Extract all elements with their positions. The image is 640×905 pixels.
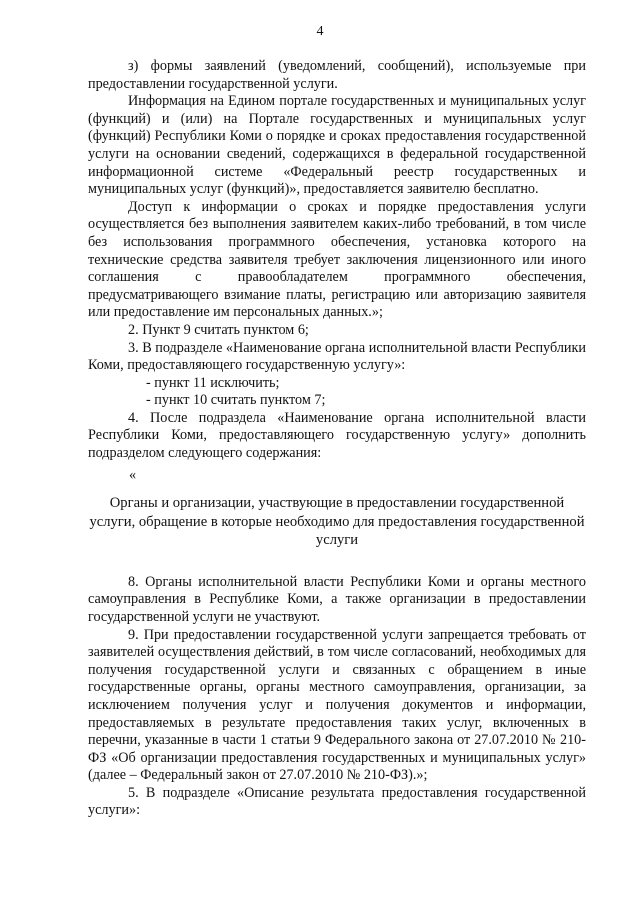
paragraph: 2. Пункт 9 считать пунктом 6; [128, 321, 309, 338]
paragraph: 4. После подраздела «Наименование органа исполнительной власти Республики Коми, предоставляющего государственную услугу» дополнить подразделом следующего содержания: [88, 409, 586, 462]
list-item: - пункт 10 считать пунктом 7; [146, 392, 326, 409]
paragraph: 5. В подразделе «Описание результата предоставления государственной услуги»: [88, 784, 586, 819]
paragraph: 9. При предоставлении государственной услуги запрещается требовать от заявителей осуществления действий, в том числе согласований, необходимых для получения государственной услуги и связанных с обращением в иные государственные органы, органы местного самоуправления, организации, за исключением получения услуг и получения документов и информации, предоставляемых в результате предоставления таких услуг, включенных в перечни, указанные в части 1 статьи 9 Федерального закона от 27.07.2010 № 210-ФЗ «Об организации предоставления государственных и муниципальных услуг» (далее – Федеральный закон от 27.07.2010 № 210-ФЗ).»; [88, 626, 586, 784]
document-body [88, 58, 586, 820]
page-number: 4 [316, 24, 324, 39]
paragraph: з) формы заявлений (уведомлений, сообщений), используемые при предоставлении государственной услуги. [88, 58, 586, 92]
paragraph: Информация на Едином портале государственных и муниципальных услуг (функций) и (или) на Портале государственных и муниципальных услуг (функций) Республики Коми о порядке и сроках предоставления государственной услуги на основании сведений, содержащихся в федеральной государственной информационной системе «Федеральный реестр государственных и муниципальных услуг (функций)», предоставляется заявителю бесплатно. [88, 93, 586, 198]
list-item: - пункт 11 исключить; [146, 374, 280, 391]
paragraph: Доступ к информации о сроках и порядке предоставления услуги осуществляется без выполнения заявителем каких-либо требований, в том числе без использования программного обеспечения, установка которого на технические средства заявителя требует заключения лицензионного или иного соглашения с правообладателем программного обеспечения, предусматривающего взимание платы, регистрацию или авторизацию заявителя или предоставление им персональных данных.»; [88, 198, 586, 321]
paragraph: 3. В подразделе «Наименование органа исполнительной власти Республики Коми, предоставляющего государственную услугу»: [88, 339, 586, 374]
subsection-heading: Органы и организации, участвующие в предоставлении государственной услуги, обращение в которые необходимо для предоставления государственной услуги [89, 495, 585, 549]
opening-quote: « [129, 466, 137, 483]
paragraph: 8. Органы исполнительной власти Республики Коми и органы местного самоуправления в Республике Коми, а также организации в предоставлении государственной услуги не участвуют. [88, 573, 586, 625]
